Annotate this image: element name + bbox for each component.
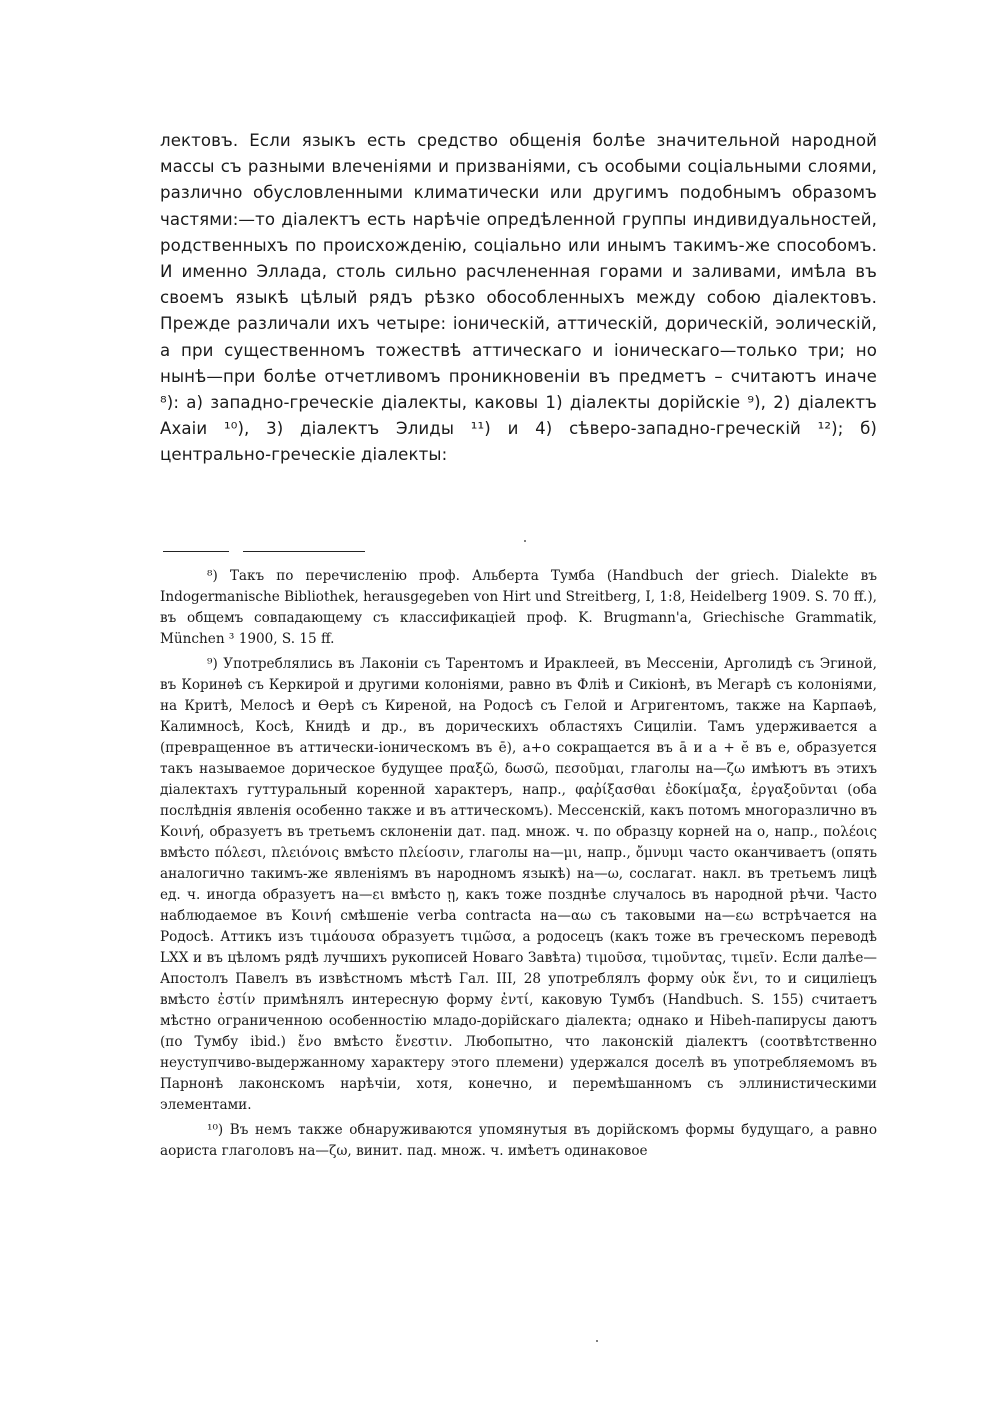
page-speck-bottom [596, 1340, 598, 1342]
main-paragraph-text: лектовъ. Если языкъ есть средство общенія болѣе значительной народной массы съ разными влеченіями и призваніями, съ особыми соціальными слоями, различно обусловленными климатически или другимъ подобнымъ образомъ частями:—то діалектъ есть нарѣчіе опредѣленной группы индивидуальностей, родственныхъ по происхожденію, соціально или инымъ такимъ-же способомъ. И именно Эллада, столь сильно расчлененная горами и заливами, имѣла въ своемъ языкѣ цѣлый рядъ рѣзко обособленныхъ между собою діалектовъ. Прежде различали ихъ четыре: іоническій, аттическій, дорическій, эолическій, а при существенномъ тожествѣ аттическаго и іоническаго—только три; но нынѣ—при болѣе отчетливомъ проникновеніи въ предметъ – считаютъ иначе ⁸): а) западно-греческіе діалекты, каковы 1) діалекты дорійскіе ⁹), 2) діалектъ Ахаіи ¹⁰), 3) діалектъ Элиды ¹¹) и 4) сѣверо-западно-греческій ¹²); б) центрально-греческіе діалекты: [160, 131, 877, 465]
page-speck [524, 540, 526, 542]
main-paragraph [160, 128, 877, 469]
footnote-10: ¹⁰) Въ немъ также обнаруживаются упомянутыя въ дорійскомъ формы будущаго, а равно аориста глаголовъ на—ζω, винит. пад. множ. ч. имѣетъ одинаковое [160, 1122, 877, 1159]
footnote-9: ⁹) Употреблялись въ Лаконіи съ Тарентомъ и Ираклеей, въ Мессеніи, Арголидѣ съ Эгиной, въ Коринѳѣ съ Керкирой и другими колоніями, равно въ Флiѣ и Сикіонѣ, въ Мегарѣ съ колоніями, на Критѣ, Мелосѣ и Ѳерѣ съ Киреной, на Родосѣ съ Гелой и Агригентомъ, также на Карпаѳѣ, Калимносѣ, Косѣ, Книдѣ и др., въ дорическихъ областяхъ Сициліи. Тамъ удерживается а (превращенное въ аттически-іоническомъ въ ē), а+о сокращается въ ā и а + ĕ въ е, образуется такъ называемое дорическое будущее πραξῶ, δωσῶ, πεσοῦμαι, глаголы на—ζω имѣютъ въ этихъ діалектахъ гуттуральный коренной характеръ, напр., φαῤίξασθαι ἐδοκίμαξα, ἐργαξοῦνται (оба послѣднія явленія особенно также и въ аттическомъ). Мессенскій, какъ потомъ многоразлично въ Κοινή, образуетъ въ третьемъ склоненіи дат. пад. множ. ч. по образцу корней на ο, напр., πολέοις вмѣсто πόλεσι, πλειόνοις вмѣсто πλείοσιν, глаголы на—μι, напр., ὄμνυμι часто оканчиваетъ (опять аналогично такимъ-же явленіямъ въ народномъ языкѣ) на—ω, сослагат. накл. въ третьемъ лицѣ ед. ч. иногда образуетъ на—ει вмѣсто ῃ, какъ тоже позднѣе случалось въ народной рѣчи. Часто наблюдаемое въ Κοινή смѣшеніе verba contracta на—αω съ таковыми на—εω встрѣчается на Родосѣ. Аттикъ изъ τιμάουσα образуетъ τιμῶσα, а родосецъ (какъ тоже въ греческомъ переводѣ LXX и въ цѣломъ рядѣ лучшихъ рукописей Новаго Завѣта) τιμοῦσα, τιμοῦντας, τιμεῖν. Если далѣе—Апостолъ Павелъ въ извѣстномъ мѣстѣ Гал. III, 28 употреблялъ форму οὐκ ἔνι, то и сициліецъ вмѣсто ἐστίν примѣнялъ интересную форму ἐντί, каковую Тумбъ (Handbuch. S. 155) считаетъ мѣстно ограниченною особенностію младо-дорійскаго діалекта; однако и Hibeh-папирусы даютъ (по Тумбу ibid.) ἔνο вмѣсто ἔνεστιν. Любопытно, что лаконскій діалектъ (соотвѣтственно неуступчиво-выдержанному характеру этого племени) удержался доселѣ въ употребляемомъ въ Парнонѣ лаконскомъ нарѣчіи, хотя, конечно, и перемѣшанномъ съ эллинистическими элементами. [160, 656, 877, 1113]
footnote-separator-right [243, 551, 365, 552]
footnote-8: ⁸) Такъ по перечисленію проф. Альберта Тумба (Handbuch der griech. Dialekte въ Indogermanische Bibliothek, herausgegeben von Hirt und Streitberg, I, 1:8, Heidelberg 1909. S. 70 ff.), въ общемъ совпадающему съ классификаціей проф. K. Brugmann'a, Griechische Grammatik, München ³ 1900, S. 15 ff. [160, 568, 877, 647]
footnotes [160, 566, 877, 1166]
footnote-separator [163, 551, 229, 552]
